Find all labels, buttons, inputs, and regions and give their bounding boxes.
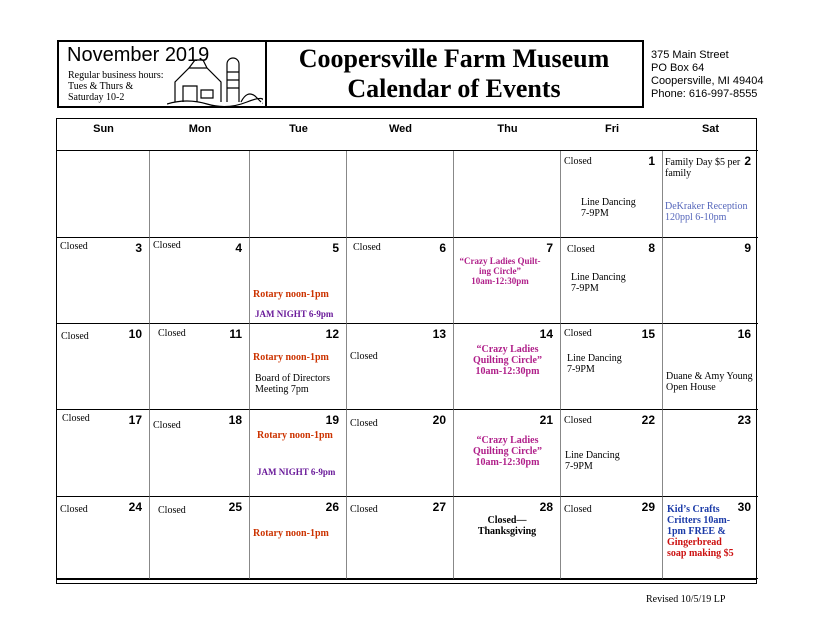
event-rotary: Rotary noon-1pm [253, 352, 329, 363]
day-cell-9 [663, 238, 758, 324]
day-header-fri: Fri [561, 119, 663, 151]
day-number: 22 [641, 413, 655, 427]
day-number: 17 [128, 413, 142, 427]
day-header-wed: Wed [347, 119, 454, 151]
day-number: 26 [325, 500, 339, 514]
day-cell-20 [347, 410, 454, 497]
day-cell-8 [561, 238, 663, 324]
day-number: 14 [539, 327, 553, 341]
event-rotary: Rotary noon-1pm [253, 528, 329, 539]
event-gingerbread: Gingerbread [667, 537, 722, 548]
day-cell-4 [150, 238, 250, 324]
day-header-thu: Thu [454, 119, 561, 151]
day-cell-empty [150, 151, 250, 238]
event-closed: Closed [350, 504, 378, 515]
month-header-box [57, 40, 267, 108]
day-cell-2 [663, 151, 758, 238]
day-number: 25 [228, 500, 242, 514]
day-cell-empty [454, 151, 561, 238]
event-rotary: Rotary noon-1pm [257, 430, 333, 441]
event-line-dancing: Line Dancing [567, 353, 622, 364]
business-hours [68, 70, 164, 103]
hours-line: Saturday 10-2 [68, 92, 125, 103]
event-closed: Closed [350, 351, 378, 362]
event-closed: Closed [60, 504, 88, 515]
event-rotary: Rotary noon-1pm [253, 289, 329, 300]
event-quilting: “Crazy Ladies [476, 435, 539, 446]
day-number: 9 [744, 241, 751, 255]
event-family-day: Family Day $5 per [665, 157, 741, 168]
calendar-bottom-row [57, 579, 756, 585]
day-number: 4 [235, 241, 242, 255]
event-closed: Closed [158, 328, 186, 339]
day-cell-3 [57, 238, 150, 324]
event-quilting-time: 10am-12:30pm [475, 366, 540, 377]
day-cell-10 [57, 324, 150, 410]
day-cell-21 [454, 410, 561, 497]
event-closed: Closed [153, 240, 181, 251]
event-kids-crafts-3: 1pm FREE & [667, 526, 726, 537]
event-time: 7-9PM [567, 364, 595, 375]
day-cell-1 [561, 151, 663, 238]
event-closed: Closed [153, 420, 181, 431]
address-line: 375 Main Street [651, 49, 729, 61]
day-header-sat: Sat [663, 119, 758, 151]
day-number: 28 [539, 500, 553, 514]
day-cell-26 [250, 497, 347, 579]
day-number: 21 [539, 413, 553, 427]
day-cell-22 [561, 410, 663, 497]
day-cell-5 [250, 238, 347, 324]
day-cell-11 [150, 324, 250, 410]
day-number: 10 [128, 327, 142, 341]
event-time: 7-9PM [581, 208, 609, 219]
event-quilting: “Crazy Ladies Quilt- [459, 256, 541, 266]
day-number: 24 [128, 500, 142, 514]
day-number: 27 [432, 500, 446, 514]
event-line-dancing: Line Dancing [581, 197, 636, 208]
event-open-house-2: Open House [666, 382, 716, 393]
day-number: 13 [432, 327, 446, 341]
event-line-dancing: Line Dancing [565, 450, 620, 461]
event-closed: Closed [564, 156, 592, 167]
hours-line: Regular business hours: [68, 70, 164, 81]
page-title: Coopersville Farm Museum [298, 44, 610, 73]
event-closed: Closed [564, 328, 592, 339]
event-kids-crafts: Kid’s Crafts [667, 504, 720, 515]
address-line: Coopersville, MI 49404 [651, 75, 764, 87]
event-gingerbread-2: soap making $5 [667, 548, 734, 559]
event-quilting-time: 10am-12:30pm [471, 276, 529, 286]
hours-line: Tues & Thurs & [68, 81, 134, 92]
day-cell-empty [250, 151, 347, 238]
day-cell-empty [57, 151, 150, 238]
event-closed: Closed— [487, 515, 527, 526]
day-number: 19 [325, 413, 339, 427]
day-number: 23 [737, 413, 751, 427]
day-cell-30 [663, 497, 758, 579]
event-quilting-2: ing Circle” [478, 266, 522, 276]
day-cell-25 [150, 497, 250, 579]
day-cell-13 [347, 324, 454, 410]
day-number: 12 [325, 327, 339, 341]
day-cell-27 [347, 497, 454, 579]
event-family-day-2: family [665, 168, 692, 179]
day-number: 5 [332, 241, 339, 255]
day-cell-6 [347, 238, 454, 324]
day-number: 30 [737, 500, 751, 514]
day-number: 2 [744, 154, 751, 168]
title-box [266, 40, 644, 108]
barn-icon [167, 50, 263, 108]
calendar-grid [56, 118, 757, 584]
day-number: 3 [135, 241, 142, 255]
event-line-dancing: Line Dancing [571, 272, 626, 283]
event-closed: Closed [567, 244, 595, 255]
day-number: 16 [737, 327, 751, 341]
day-number: 7 [546, 241, 553, 255]
day-header-sun: Sun [57, 119, 150, 151]
event-closed: Closed [61, 331, 89, 342]
page-subtitle: Calendar of Events [347, 74, 561, 103]
day-number: 11 [229, 327, 242, 341]
day-number: 20 [432, 413, 446, 427]
day-cell-15 [561, 324, 663, 410]
address-line: Phone: 616-997-8555 [651, 88, 758, 100]
revision-note: Revised 10/5/19 LP [646, 594, 726, 605]
event-reception-time: 120ppl 6-10pm [665, 212, 727, 223]
event-reception: DeKraker Reception [665, 201, 748, 212]
day-number: 1 [648, 154, 655, 168]
event-jam-night: JAM NIGHT 6-9pm [257, 467, 336, 477]
event-quilting-2: Quilting Circle” [473, 355, 542, 366]
day-cell-7 [454, 238, 561, 324]
address-line: PO Box 64 [651, 62, 705, 74]
event-time: 7-9PM [565, 461, 593, 472]
event-board-meeting-time: Meeting 7pm [255, 384, 309, 395]
event-quilting: “Crazy Ladies [476, 344, 539, 355]
event-closed: Closed [353, 242, 381, 253]
day-cell-16 [663, 324, 758, 410]
month-title: November 2019 [67, 44, 210, 66]
contact-address [651, 49, 764, 101]
event-closed: Closed [62, 413, 90, 424]
day-cell-17 [57, 410, 150, 497]
day-cell-empty [347, 151, 454, 238]
day-cell-18 [150, 410, 250, 497]
day-number: 6 [439, 241, 446, 255]
day-number: 29 [641, 500, 655, 514]
event-jam-night: JAM NIGHT 6-9pm [255, 309, 334, 319]
day-cell-28 [454, 497, 561, 579]
event-quilting-2: Quilting Circle” [473, 446, 542, 457]
day-cell-14 [454, 324, 561, 410]
day-cell-12 [250, 324, 347, 410]
day-cell-24 [57, 497, 150, 579]
day-number: 18 [228, 413, 242, 427]
event-closed: Closed [564, 415, 592, 426]
day-cell-29 [561, 497, 663, 579]
event-closed: Closed [564, 504, 592, 515]
day-header-tue: Tue [250, 119, 347, 151]
event-open-house: Duane & Amy Young [666, 371, 753, 382]
event-quilting-time: 10am-12:30pm [475, 457, 540, 468]
event-closed: Closed [60, 241, 88, 252]
day-number: 8 [648, 241, 655, 255]
day-cell-19 [250, 410, 347, 497]
day-number: 15 [641, 327, 655, 341]
event-kids-crafts-2: Critters 10am- [667, 515, 731, 526]
day-cell-23 [663, 410, 758, 497]
event-closed: Closed [158, 505, 186, 516]
event-thanksgiving: Thanksgiving [477, 526, 537, 537]
event-closed: Closed [350, 418, 378, 429]
event-board-meeting: Board of Directors [255, 373, 330, 384]
event-time: 7-9PM [571, 283, 599, 294]
day-header-mon: Mon [150, 119, 250, 151]
